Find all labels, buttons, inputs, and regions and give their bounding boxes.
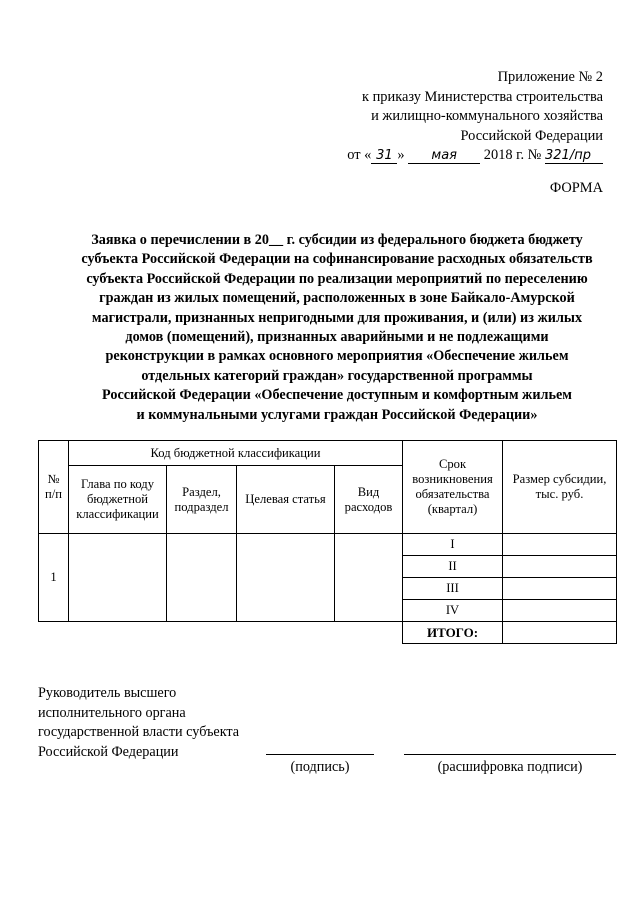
title-line: субъекта Российской Федерации на софинансирование расходных обязательств [81, 251, 593, 268]
quarter-2: II [403, 556, 503, 578]
handwritten-day: 31 [371, 149, 397, 164]
header-budget-code: Код бюджетной классификации [69, 441, 403, 466]
ministry-name: и жилищно-коммунального хозяйства [371, 108, 603, 124]
country-name: Российской Федерации [460, 127, 603, 144]
title-line: Российской Федерации «Обеспечение доступным и комфортным жильем [102, 387, 572, 404]
amount-q1 [503, 534, 617, 556]
decode-line [404, 754, 616, 755]
title-line: отдельных категорий граждан» государственной программы [141, 367, 533, 384]
amount-q3 [503, 578, 617, 600]
row-number: 1 [39, 534, 69, 622]
quarter-4: IV [403, 600, 503, 622]
header-chapter: Глава по коду бюджетной классификации [69, 466, 167, 534]
subsidy-table [38, 440, 617, 644]
header-section: Раздел, подраздел [167, 466, 237, 534]
date-prefix: от « [347, 147, 372, 163]
cell-chapter [69, 534, 167, 622]
date-year: 2018 г. № [483, 147, 542, 163]
decode-label: (расшифровка подписи) [437, 759, 583, 775]
order-date-line [347, 146, 603, 166]
handwritten-order-number: 321/пр [545, 149, 603, 164]
cell-expense [335, 534, 403, 622]
appendix-header [347, 68, 603, 166]
signatory-line: государственной власти субъекта [38, 724, 240, 740]
header-expense: Вид расходов [335, 466, 403, 534]
date-mid: » [397, 147, 405, 163]
amount-q4 [503, 600, 617, 622]
document-title [52, 231, 622, 425]
quarter-3: III [403, 578, 503, 600]
title-line: субъекта Российской Федерации по реализации мероприятий по переселению [86, 270, 588, 287]
handwritten-month: мая [408, 149, 480, 164]
header-row-number: № п/п [39, 441, 69, 534]
title-line: магистрали, признанных непригодными для проживания, и (или) из жилых [91, 309, 583, 326]
header-term: Срок возникновения обязательства (квартал) [403, 441, 503, 534]
order-reference: к приказу Министерства строительства [362, 88, 603, 105]
signatory-line: Российской Федерации [38, 743, 179, 760]
quarter-1: I [403, 534, 503, 556]
title-line: реконструкции в рамках основного мероприятия «Обеспечение жильем [105, 348, 569, 365]
signatory-block [38, 684, 239, 762]
title-line: граждан из жилых помещений, расположенных в зоне Байкало-Амурской [99, 290, 575, 307]
header-amount: Размер субсидии, тыс. руб. [503, 441, 617, 534]
cell-section [167, 534, 237, 622]
signature-line [266, 754, 374, 755]
total-label: ИТОГО: [403, 622, 503, 644]
form-label: ФОРМА [549, 180, 603, 196]
title-line: и коммунальными услугами граждан Российской Федерации» [136, 406, 538, 423]
appendix-number: Приложение № 2 [497, 69, 603, 85]
cell-target [237, 534, 335, 622]
signatory-line: исполнительного органа [38, 704, 186, 721]
total-amount [503, 622, 617, 644]
signature-label: (подпись) [290, 759, 350, 775]
total-spacer [39, 622, 403, 644]
signatory-line: Руководитель высшего [38, 685, 177, 701]
amount-q2 [503, 556, 617, 578]
header-target: Целевая статья [237, 466, 335, 534]
title-line: Заявка о перечислении в 20__ г. субсидии из федерального бюджета бюджету [91, 232, 583, 248]
title-line: домов (помещений), признанных аварийными и не подлежащими [125, 329, 549, 346]
